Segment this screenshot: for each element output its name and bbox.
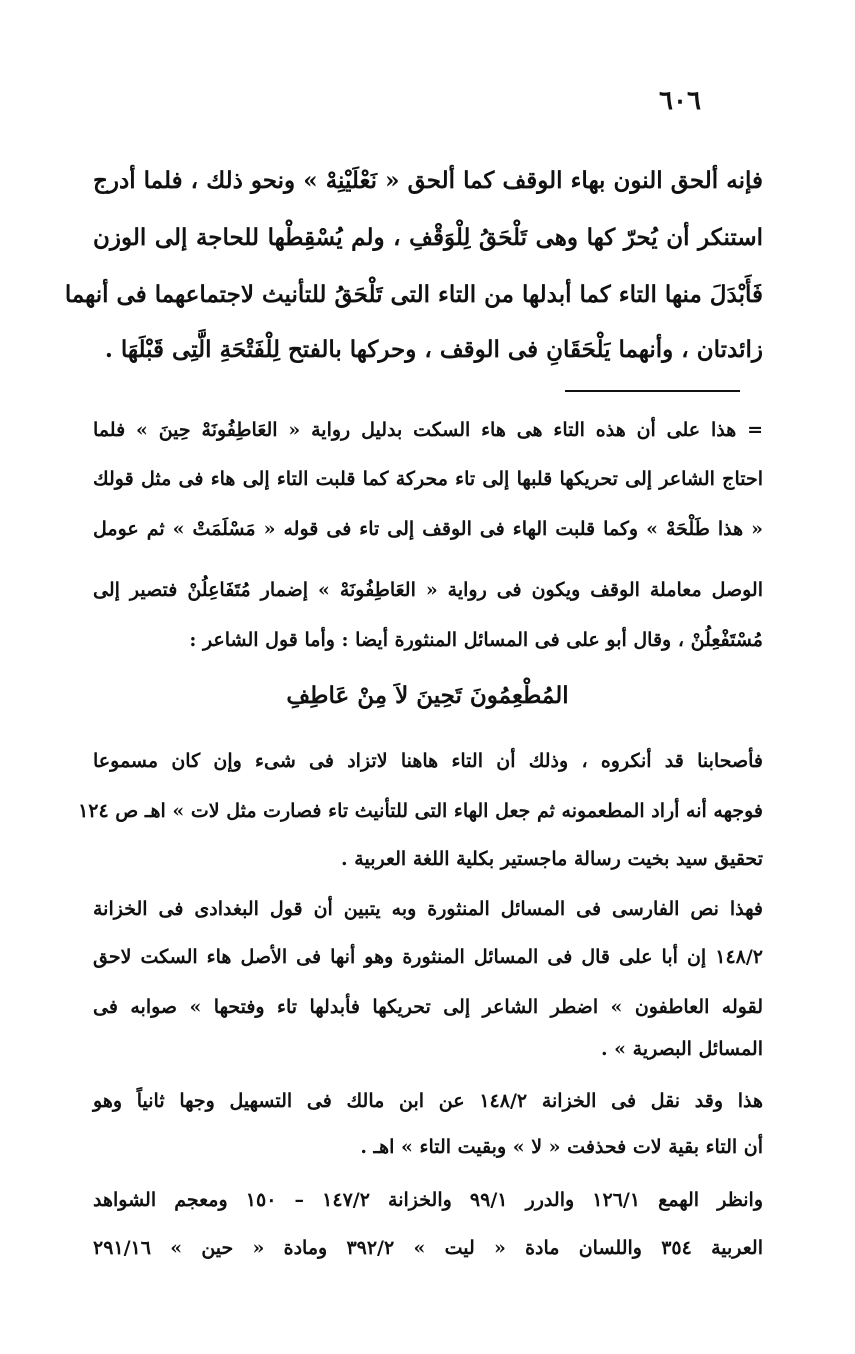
main-line: فَأَبْدَلَ منها التاء كما أبدلها من التاء التى تَلْحَقُ للتأنيث لاجتماعهما فى أنهما — [64, 281, 763, 308]
footnote-line: « هذا طَلْحَهْ » وكما قلبت الهاء فى الوقف إلى تاء فى قوله « مَسْلَمَتْ » ثم عومل — [93, 518, 763, 540]
main-line: فإنه ألحق النون بهاء الوقف كما ألحق « نَعْلَيْنِهْ » ونحو ذلك ، فلما أدرج — [93, 167, 763, 194]
footnote-line: فوجهه أنه أراد المطعمونه ثم جعل الهاء التى للتأنيث تاء فصارت مثل لات » اهـ ص ١٢٤ — [78, 800, 763, 822]
footnote-line: أن التاء بقية لات فحذفت « لا » وبقيت التاء » اهـ . — [360, 1136, 763, 1158]
footnote-line: لقوله العاطفون » اضطر الشاعر إلى تحريكها فأبدلها تاء وفتحها » صوابه فى — [93, 996, 763, 1018]
poem-verse: المُطْعِمُونَ تَحِينَ لاَ مِنْ عَاطِفِ — [286, 682, 569, 709]
footnote-separator — [565, 390, 740, 392]
footnote-line: احتاج الشاعر إلى تحريكها قلبها إلى تاء محركة كما قلبت التاء إلى هاء فى مثل قولك — [93, 468, 763, 490]
main-line: زائدتان ، وأنهما يَلْحَقَانِ فى الوقف ، وحركها بالفتح لِلْفَتْحَةِ الَّتِى قَبْلَهَا . — [104, 336, 763, 363]
footnote-line: المسائل البصرية » . — [600, 1038, 763, 1060]
footnote-line: الوصل معاملة الوقف ويكون فى رواية « العَاطِفُونَهْ » إضمار مُتَفَاعِلُنْ فتصير إلى — [93, 579, 763, 601]
footnote-line: العربية ٣٥٤ واللسان مادة « ليت » ٣٩٢/٢ ومادة « حين » ٢٩١/١٦ — [93, 1237, 763, 1259]
footnote-line: فأصحابنا قد أنكروه ، وذلك أن التاء هاهنا لاتزاد فى شىء وإن كان مسموعا — [93, 750, 763, 772]
main-line: استنكر أن يُحرّ كها وهى تَلْحَقُ لِلْوَقْفِ ، ولم يُسْقِطْها للحاجة إلى الوزن — [93, 224, 763, 251]
footnote-line: فهذا نص الفارسى فى المسائل المنثورة وبه يتبين أن قول البغدادى فى الخزانة — [93, 898, 763, 920]
footnote-line: = هذا على أن هذه التاء هى هاء السكت بدليل رواية « العَاطِفُونَهْ حِينَ » فلما — [93, 419, 763, 441]
footnote-line: مُسْتَفْعِلُنْ ، وقال أبو على فى المسائل المنثورة أيضا : وأما قول الشاعر : — [189, 629, 763, 651]
footnote-line: وانظر الهمع ١٢٦/١ والدرر ٩٩/١ والخزانة ١٤٧/٢ – ١٥٠ ومعجم الشواهد — [93, 1189, 764, 1211]
page-number: ٦٠٦ — [659, 86, 701, 116]
footnote-line: هذا وقد نقل فى الخزانة ١٤٨/٢ عن ابن مالك فى التسهيل وجها ثانياً وهو — [93, 1090, 763, 1112]
footnote-line: ١٤٨/٢ إن أبا على قال فى المسائل المنثورة وهو أنها فى الأصل هاء السكت لاحق — [93, 946, 763, 968]
footnote-line: تحقيق سيد بخيت رسالة ماجستير بكلية اللغة العربية . — [341, 848, 763, 870]
